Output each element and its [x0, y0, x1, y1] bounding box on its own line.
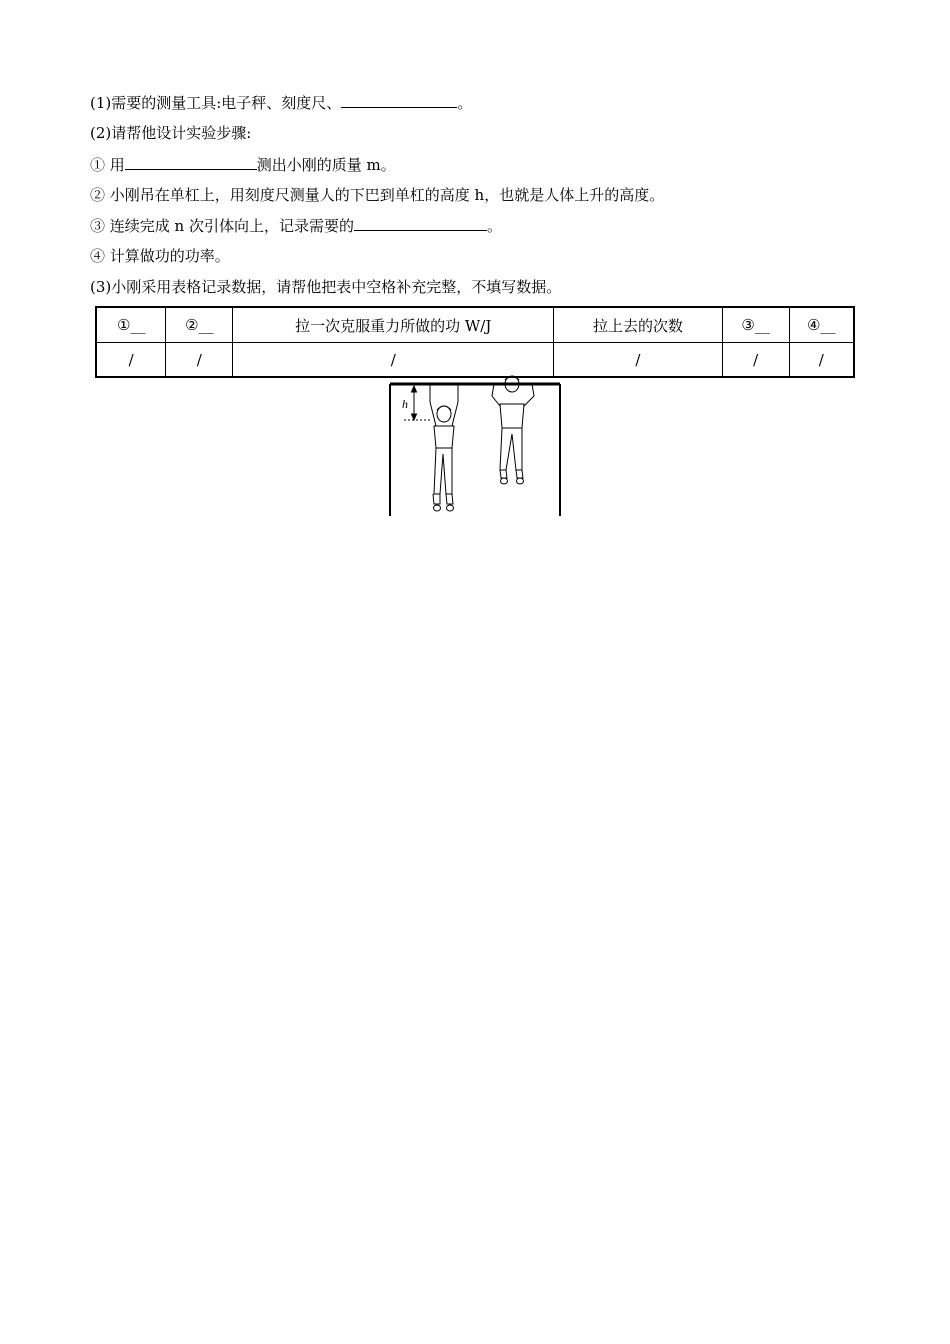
table-cell: /	[166, 343, 233, 378]
table-header-cell: 拉一次克服重力所做的功 W/J	[233, 307, 554, 343]
table-header-cell: 拉上去的次数	[554, 307, 722, 343]
step-4: ④ 计算做功的功率。	[90, 247, 230, 265]
table-header-cell[interactable]: ④__	[789, 307, 854, 343]
step-2: ② 小刚吊在单杠上，用刻度尺测量人的下巴到单杠的高度 h，也就是人体上升的高度。	[90, 186, 665, 204]
answer-blank-1[interactable]	[341, 92, 457, 108]
table-cell: /	[96, 343, 166, 378]
question-1-text: (1)需要的测量工具:电子秤、刻度尺、	[90, 94, 342, 112]
table-cell: /	[722, 343, 789, 378]
height-marker	[402, 386, 432, 420]
person-pulled-up	[492, 376, 534, 484]
pull-up-figure	[386, 374, 566, 520]
question-1-end: 。	[457, 94, 473, 112]
person-hanging	[430, 384, 458, 511]
data-table	[95, 306, 855, 378]
step-3	[90, 215, 502, 236]
height-label: h	[402, 397, 408, 411]
table-header-row	[96, 307, 854, 343]
table-row	[96, 343, 854, 378]
step-3-text: ③ 连续完成 n 次引体向上，记录需要的	[90, 217, 354, 235]
question-1	[90, 92, 472, 113]
step-1	[90, 154, 396, 175]
table-cell: /	[233, 343, 554, 378]
table-header-cell[interactable]: ①__	[96, 307, 166, 343]
question-2: (2)请帮他设计实验步骤:	[90, 124, 252, 142]
table-header-cell[interactable]: ②__	[166, 307, 233, 343]
answer-blank-step3[interactable]	[354, 215, 487, 231]
step-1-end: 测出小刚的质量 m。	[256, 156, 396, 174]
table-cell: /	[789, 343, 854, 378]
table-header-cell[interactable]: ③__	[722, 307, 789, 343]
question-3: (3)小刚采用表格记录数据，请帮他把表中空格补充完整，不填写数据。	[90, 278, 562, 296]
answer-blank-step1[interactable]	[125, 154, 257, 170]
step-3-end: 。	[486, 217, 502, 235]
table-cell: /	[554, 343, 722, 378]
step-1-text: ① 用	[90, 156, 125, 174]
